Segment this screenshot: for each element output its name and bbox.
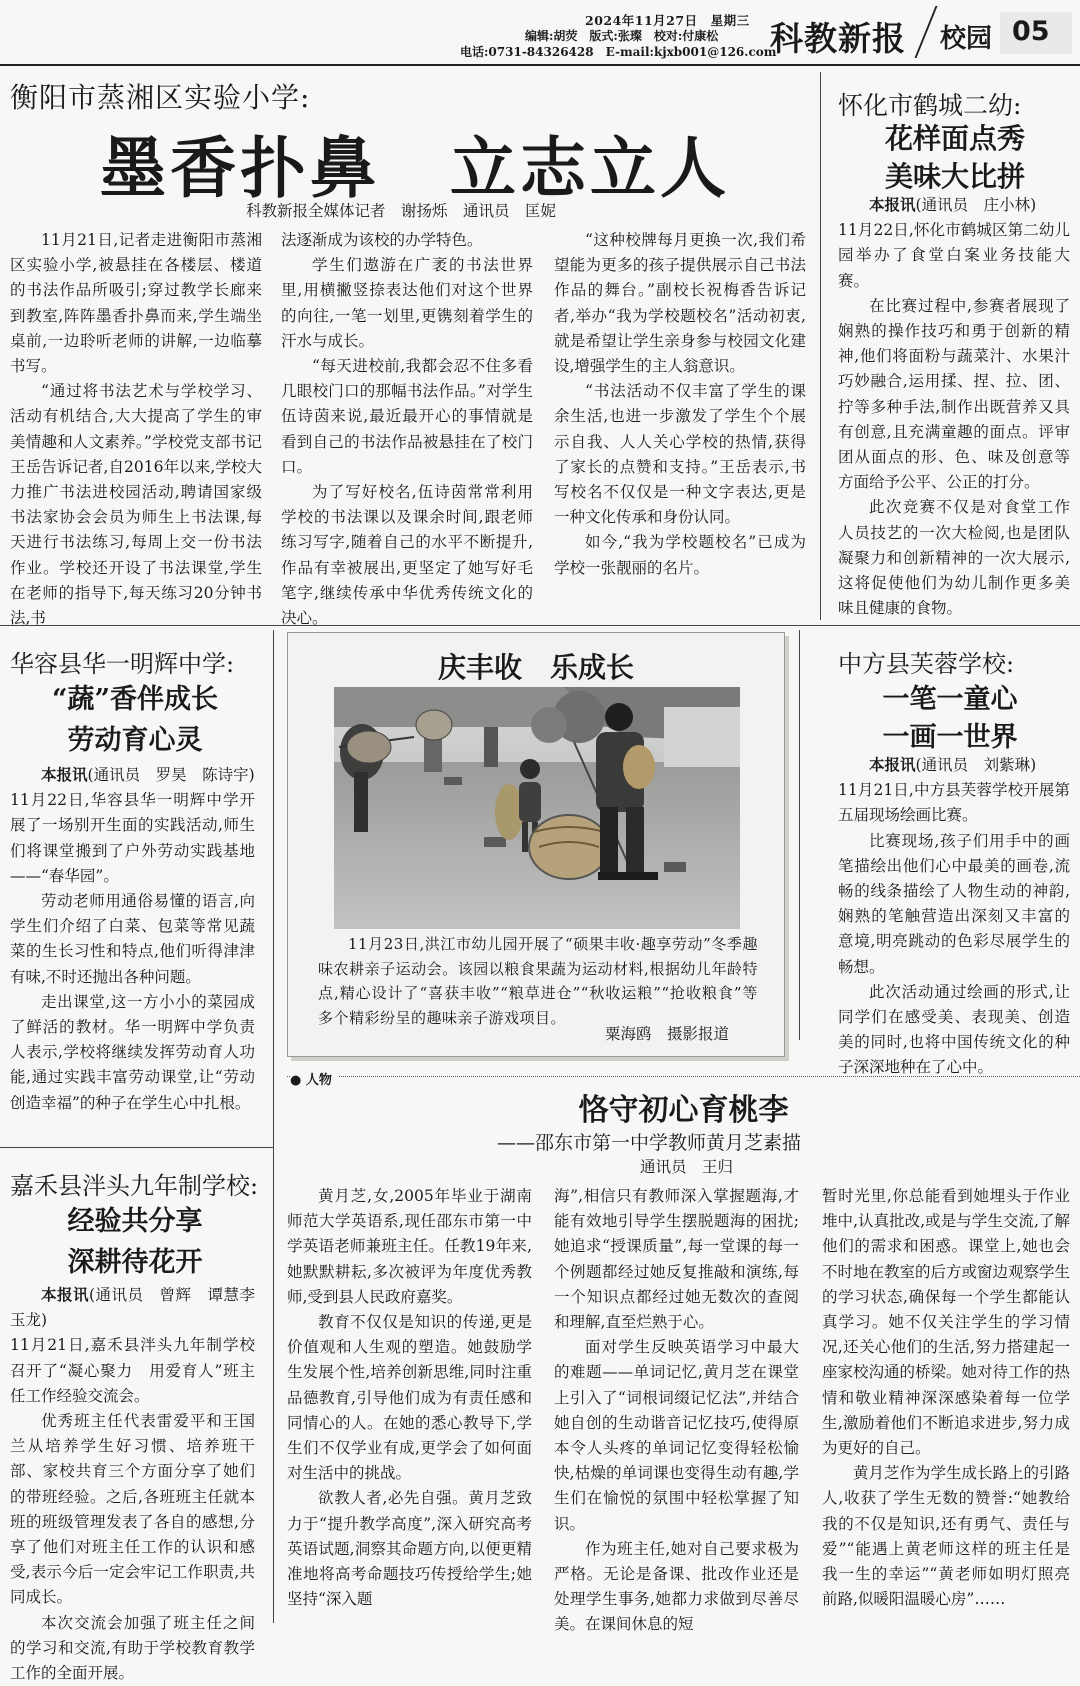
masthead-slash <box>914 6 937 58</box>
lead-col3-p1: “这种校牌每月更换一次,我们希望能为更多的孩子提供展示自己书法作品的舞台。”副校长祝梅香告诉记者,举办“我为学校题校名”活动初衷,就是希望让学生亲身参与校园文化建设,增强学生的主人翁意识。 <box>554 231 806 376</box>
profile-col3-p2: 黄月芝作为学生成长路上的引路人,收获了学生无数的赞誉:“她教给我的不仅是知识,还有勇气、责任与爱”“能遇上黄老师这样的班主任是我一生的幸运”“黄老师如明灯照亮前路,似暖阳温暖心房”…… <box>822 1464 1071 1609</box>
section-rule-1 <box>0 625 1080 626</box>
lead-col2-p2: 学生们遨游在广袤的书法世界里,用横撇竖捺表达他们对这个世界的向往,一笔一划里,更镌刻着学生的汗水与成长。 <box>281 256 533 350</box>
profile-headline: 恪守初心育桃李 <box>578 1093 789 1128</box>
lead-col2-p1: 法逐渐成为该校的办学特色。 <box>281 231 483 249</box>
huarong-p3: 走出课堂,这一方小小的菜园成了鲜活的教材。华一明辉中学负责人表示,学校将继续发挥劳动育人功能,通过实践丰富劳动课堂,让“劳动创造幸福”的种子在学生心中扎根。 <box>10 992 255 1112</box>
lead-col3-p2: “书法活动不仅丰富了学生的课余生活,也进一步激发了学生个个展示自我、人人关心学校的热情,获得了家长的点赞和支持。”王岳表示,书写校名不仅仅是一种文字表达,更是一种文化传承和身份认同。 <box>554 382 806 527</box>
zhongfang-p2: 比赛现场,孩子们用手中的画笔描绘出他们心中最美的画卷,流畅的线条描绘了人物生动的神韵,娴熟的笔触营造出深刻又丰富的意境,明亮跳动的色彩尽展学生的畅想。 <box>838 831 1070 976</box>
page-number: 05 <box>1012 16 1050 47</box>
huarong-lead-label: 本报讯 <box>41 765 88 784</box>
harvest-photo-image <box>334 687 740 929</box>
right-column-divider-2 <box>799 630 800 1040</box>
zhongfang-lead-source: (通讯员 刘紫琳) <box>915 756 1037 774</box>
lead-col3-p3: 如今,“我为学校题校名”已成为学校一张靓丽的名片。 <box>554 533 806 577</box>
lead-col2-p4: 为了写好校名,伍诗茵常常利用学校的书法课以及课余时间,跟老师练习写字,随着自己的水平不断提升,作品有幸被展出,更坚定了她写好毛笔字,继续传承中华优秀传统文化的决心。 <box>281 483 533 628</box>
right-column-divider <box>820 72 821 620</box>
jiahe-lead-label: 本报讯 <box>41 1285 89 1304</box>
huaihua-lead <box>838 192 1070 218</box>
huarong-body <box>10 762 255 1116</box>
huarong-p2: 劳动老师用通俗易懂的语言,向学生们介绍了白菜、包菜等常见蔬菜的生长习性和特点,他们听得津津有味,不时还抛出各种问题。 <box>10 892 255 986</box>
lead-col-2 <box>281 228 533 631</box>
editors-line: 编辑:胡荧 版式:张璨 校对:付康松 <box>525 29 719 43</box>
contact-line: 电话:0731-84326428 E-mail:kjxb001@126.com <box>460 45 777 59</box>
huarong-lead <box>10 762 255 788</box>
jiahe-title-2: 深耕待花开 <box>67 1247 203 1278</box>
huaihua-lead-source: (通讯员 庄小林) <box>915 196 1037 214</box>
jiahe-body <box>10 1282 255 1686</box>
huarong-p1: 11月22日,华容县华一明辉中学开展了一场别开生面的实践活动,师生们将课堂搬到了户外劳动实践基地——“春华园”。 <box>10 791 255 885</box>
huaihua-p3: 此次竞赛不仅是对食堂工作人员技艺的一次大检阅,也是团队凝聚力和创新精神的一次大展示,这将促使他们为幼儿制作更多美味且健康的食物。 <box>838 498 1070 618</box>
profile-subhead: ——邵东市第一中学教师黄月芝素描 <box>497 1132 802 1154</box>
zhongfang-p3: 此次活动通过绘画的形式,让同学们在感受美、表现美、创造美的同时,也将中国传统文化的种子深深地种在了心中。 <box>838 982 1070 1077</box>
profile-col-1 <box>287 1184 532 1612</box>
left-column-divider <box>273 630 274 1623</box>
masthead-rule <box>0 64 1080 66</box>
jiahe-lead-source: (通讯员 曾辉 谭慧李玉龙) <box>10 1286 255 1330</box>
huarong-title-2: 劳动育心灵 <box>67 725 203 756</box>
paper-name: 科教新报 <box>770 19 906 58</box>
huarong-title-1: “蔬”香伴成长 <box>51 684 219 715</box>
profile-col2-p3: 作为班主任,她对自己要求极为严格。无论是备课、批改作业还是处理学生事务,她都力求做到尽善尽美。在课间休息的短 <box>554 1539 799 1634</box>
photo-credit: 粟海鸥 摄影报道 <box>605 1025 730 1043</box>
jiahe-p3: 本次交流会加强了班主任之间的学习和交流,有助于学校教育教学工作的全面开展。 <box>10 1613 255 1683</box>
lead-kicker: 衡阳市蒸湘区实验小学: <box>10 81 311 114</box>
profile-col-2 <box>554 1184 799 1638</box>
huarong-lead-source: (通讯员 罗昊 陈诗宇) <box>87 766 255 784</box>
profile-col2-p2: 面对学生反映英语学习中最大的难题——单词记忆,黄月芝在课堂上引入了“词根词缀记忆法”,并结合她自创的生动谐音记忆技巧,使得原本令人头疼的单词记忆变得轻松愉快,枯燥的单词课也变得生动有趣,学生们在愉悦的氛围中轻松掌握了知识。 <box>554 1338 799 1533</box>
photo-caption <box>318 932 758 1030</box>
lead-col2-p3: “每天进校前,我都会忍不住多看几眼校门口的那幅书法作品。”对学生伍诗茵来说,最近最开心的事情就是看到自己的书法作品被悬挂在了校门口。 <box>281 357 533 476</box>
huaihua-p2: 在比赛过程中,参赛者展现了娴熟的操作技巧和勇于创新的精神,他们将面粉与蔬菜汁、水果汁巧妙融合,运用揉、捏、拉、团、拧等多种手法,制作出既营养又具有创意,且充满童趣的面点。评审团从面点的形、色、味及创意等方面给予公平、公正的打分。 <box>838 296 1070 492</box>
zhongfang-kicker: 中方县芙蓉学校: <box>838 650 1015 678</box>
huaihua-title-1: 花样面点秀 <box>884 122 1025 155</box>
profile-col2-p1: 海”,相信只有教师深入掌握题海,才能有效地引导学生摆脱题海的困扰;她追求“授课质量”,每一堂课的每一个例题都经过她反复推敲和演练,每一个知识点都经过她无数次的查阅和理解,直至烂熟于心。 <box>554 1187 799 1332</box>
profile-col-3 <box>822 1184 1070 1612</box>
zhongfang-title-2: 一画一世界 <box>882 722 1018 753</box>
harvest-photo <box>334 687 740 929</box>
zhongfang-body <box>838 752 1070 1081</box>
huaihua-kicker: 怀化市鹤城二幼: <box>838 91 1022 120</box>
masthead <box>0 0 1080 64</box>
jiahe-kicker: 嘉禾县泮头九年制学校: <box>10 1172 259 1200</box>
profile-col1-p2: 教育不仅仅是知识的传递,更是价值观和人生观的塑造。她鼓励学生发展个性,培养创新思维,同时注重品德教育,引导他们成为有责任感和同情心的人。在她的悉心教导下,学生们不仅学业有成,更学会了如何面对生活中的挑战。 <box>287 1313 532 1483</box>
lead-col1-p1: 11月21日,记者走进衡阳市蒸湘区实验小学,被悬挂在各楼层、楼道的书法作品所吸引;穿过教学长廊来到教室,阵阵墨香扑鼻而来,学生端坐桌前,一边聆听老师的讲解,一边临摹书写。 <box>10 231 262 376</box>
huarong-kicker: 华容县华一明辉中学: <box>10 650 235 678</box>
section-rule-2 <box>0 1147 273 1148</box>
zhongfang-p1: 11月21日,中方县芙蓉学校开展第五届现场绘画比赛。 <box>838 781 1070 825</box>
huaihua-title-2: 美味大比拼 <box>884 160 1025 193</box>
jiahe-p1: 11月21日,嘉禾县泮头九年制学校召开了“凝心聚力 用爱育人”班主任工作经验交流会。 <box>10 1336 255 1405</box>
profile-byline: 通讯员 王归 <box>640 1158 734 1176</box>
profile-col1-p3: 欲教人者,必先自强。黄月芝致力于“提升教学高度”,深入研究高考英语试题,洞察其命题方向,以便更精准地将高考命题技巧传授给学生;她坚持“深入题 <box>287 1489 532 1609</box>
lead-col1-p2: “通过将书法艺术与学校学习、活动有机结合,大大提高了学生的审美情趣和人文素养。”学校党支部书记王岳告诉记者,自2016年以来,学校大力推广书法进校园活动,聘请国家级书法家协会会员为师生上书法课,每天进行书法练习,每周上交一份书法作业。学校还开设了书法课堂,学生在老师的指导下,每天练习20分钟书法,书 <box>10 382 262 628</box>
profile-tag-dot: ● <box>290 1073 302 1088</box>
huaihua-body <box>838 192 1070 621</box>
jiahe-lead <box>10 1282 255 1333</box>
zhongfang-lead-label: 本报讯 <box>869 755 916 774</box>
profile-top-rule <box>287 1076 1080 1077</box>
photo-caption-text: 11月23日,洪江市幼儿园开展了“硕果丰收·趣享劳动”冬季趣味农耕亲子运动会。该园以粮食果蔬为运动材料,根据幼儿年龄特点,精心设计了“喜获丰收”“粮草进仓”“秋收运粮”“抢收粮食”等多个精彩纷呈的趣味亲子游戏项目。 <box>318 935 758 1027</box>
lead-byline: 科教新报全媒体记者 谢扬烁 通讯员 匡妮 <box>246 202 557 220</box>
lead-col-3 <box>554 228 806 581</box>
section-name: 校园 <box>940 24 993 54</box>
jiahe-title-1: 经验共分享 <box>67 1206 203 1237</box>
zhongfang-title-1: 一笔一童心 <box>882 684 1018 715</box>
jiahe-p2: 优秀班主任代表雷爱平和王国兰从培养学生好习惯、培养班干部、家校共育三个方面分享了她们的带班经验。之后,各班班主任就本班的班级管理发表了各自的感想,分享了他们对班主任工作的认识和感受,表示今后一定会牢记工作职责,共同成长。 <box>10 1412 255 1607</box>
photo-title: 庆丰收 乐成长 <box>437 651 634 684</box>
zhongfang-lead <box>838 752 1070 778</box>
profile-tag-label: 人物 <box>305 1073 332 1088</box>
profile-col1-p1: 黄月芝,女,2005年毕业于湖南师范大学英语系,现任邵东市第一中学英语老师兼班主任。任教19年来,她默默耕耘,多次被评为年度优秀教师,受到县人民政府嘉奖。 <box>287 1187 532 1306</box>
huaihua-p1: 11月22日,怀化市鹤城区第二幼儿园举办了食堂白案业务技能大赛。 <box>838 221 1070 290</box>
profile-col3-p1: 暂时光里,你总能看到她埋头于作业堆中,认真批改,或是与学生交流,了解他们的需求和困惑。课堂上,她也会不时地在教室的后方或窗边观察学生的学习状态,确保每一个学生都能认真学习。她不仅关注学生的学习情况,还关心他们的生活,努力搭建起一座家校沟通的桥梁。她对待工作的热情和敬业精神深深感染着每一位学生,激励着他们不断追求进步,努力成为更好的自己。 <box>822 1187 1071 1458</box>
lead-col-1 <box>10 228 262 631</box>
issue-date: 2024年11月27日 星期三 <box>585 13 750 28</box>
lead-headline: 墨香扑鼻 立志立人 <box>100 130 730 207</box>
huaihua-lead-label: 本报讯 <box>869 195 916 214</box>
